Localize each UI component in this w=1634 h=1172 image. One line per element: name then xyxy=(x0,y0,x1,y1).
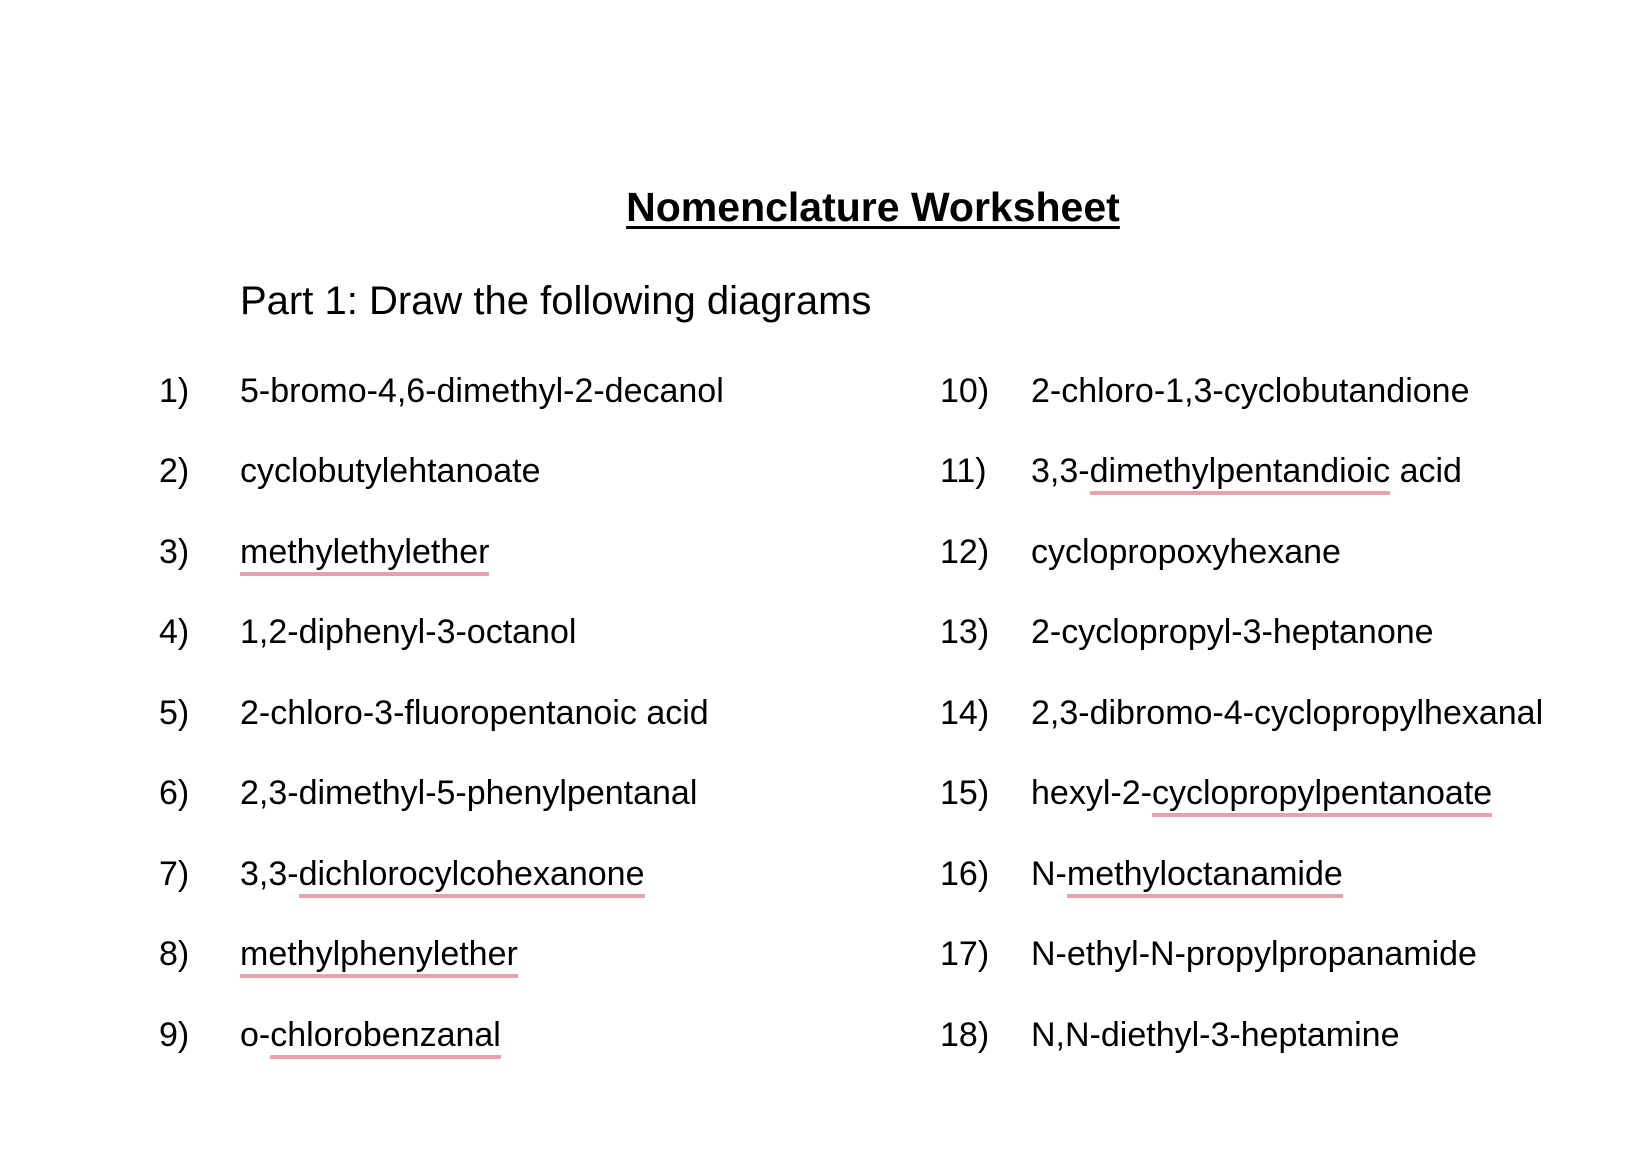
part-heading: Part 1: Draw the following diagrams xyxy=(240,279,872,323)
compound-name: 2-chloro-1,3-cyclobutandione xyxy=(1031,372,1470,410)
compound-name: N-methyloctanamide xyxy=(1031,849,1343,899)
item-number: 7) xyxy=(159,855,190,893)
compound-name: hexyl-2-cyclopropylpentanoate xyxy=(1031,768,1492,818)
item-number: 11) xyxy=(940,452,987,490)
compound-name: cyclopropoxyhexane xyxy=(1031,533,1341,571)
item-number: 16) xyxy=(940,855,990,893)
compound-name: methylphenylether xyxy=(240,929,518,979)
compound-name: 3,3-dimethylpentandioic acid xyxy=(1031,446,1462,496)
compound-name: 2,3-dimethyl-5-phenylpentanal xyxy=(240,774,698,812)
item-number: 18) xyxy=(940,1016,990,1054)
compound-name: 1,2-diphenyl-3-octanol xyxy=(240,613,577,651)
item-number: 10) xyxy=(940,372,990,410)
compound-name: cyclobutylehtanoate xyxy=(240,452,541,490)
item-number: 17) xyxy=(940,935,990,973)
item-number: 12) xyxy=(940,533,990,571)
compound-name: 2-cyclopropyl-3-heptanone xyxy=(1031,613,1434,651)
item-number: 15) xyxy=(940,774,990,812)
compound-name: 2,3-dibromo-4-cyclopropylhexanal xyxy=(1031,694,1544,732)
compound-name: 2-chloro-3-fluoropentanoic acid xyxy=(240,694,709,732)
item-number: 9) xyxy=(159,1016,190,1054)
item-number: 4) xyxy=(159,613,190,651)
item-number: 1) xyxy=(159,372,190,410)
compound-name: 3,3-dichlorocylcohexanone xyxy=(240,849,645,899)
item-number: 14) xyxy=(940,694,990,732)
item-number: 5) xyxy=(159,694,190,732)
compound-name: o-chlorobenzanal xyxy=(240,1010,501,1060)
worksheet-title: Nomenclature Worksheet xyxy=(626,184,1120,230)
compound-name: N-ethyl-N-propylpropanamide xyxy=(1031,935,1477,973)
item-number: 6) xyxy=(159,774,190,812)
item-number: 2) xyxy=(159,452,190,490)
compound-name: 5-bromo-4,6-dimethyl-2-decanol xyxy=(240,372,724,410)
item-number: 8) xyxy=(159,935,190,973)
item-number: 13) xyxy=(940,613,990,651)
compound-name: methylethylether xyxy=(240,527,489,577)
compound-name: N,N-diethyl-3-heptamine xyxy=(1031,1016,1400,1054)
item-number: 3) xyxy=(159,533,190,571)
